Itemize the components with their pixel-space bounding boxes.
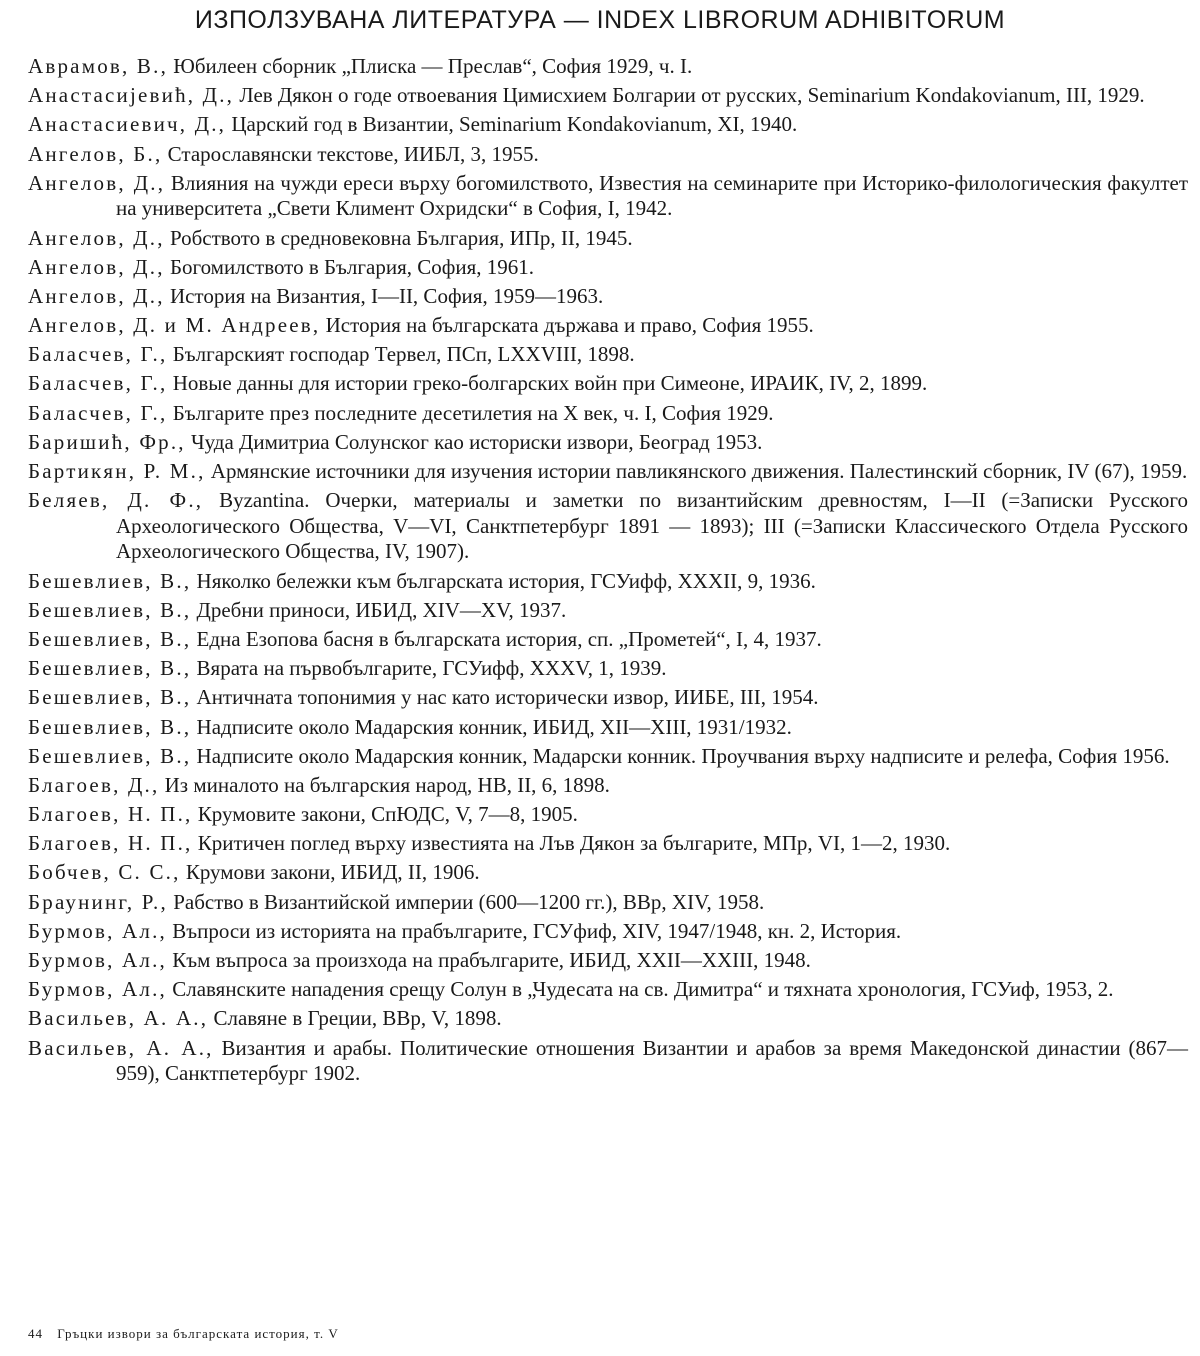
- entry-author: Бешевлиев, В.,: [28, 597, 192, 622]
- page-footer: [28, 1326, 339, 1342]
- bibliography-entry: [28, 171, 1188, 222]
- entry-author: Ангелов, Д. и М. Андреев,: [28, 313, 321, 338]
- page-title: ИЗПОЛЗУВАНА ЛИТЕРАТУРА — INDEX LIBRORUM ADHIBITORUM: [194, 6, 1006, 34]
- entry-author: Баласчев, Г.,: [28, 342, 168, 367]
- entry-author: Бешевлиев, В.,: [28, 656, 192, 681]
- bibliography-entry: [28, 142, 1188, 168]
- bibliography-entry: [28, 255, 1188, 281]
- entry-reference: Крумови закони, ИБИД, II, 1906.: [180, 860, 480, 885]
- entry-reference: Надписите около Мадарския конник, Мадарски конник. Проучвания върху надписите и релефа, София 1956.: [191, 743, 1170, 768]
- entry-reference: Византия и арабы. Политические отношения Византии и арабов за время Македонской династии (867—959), Санктпетербург 1902.: [116, 1035, 1188, 1086]
- entry-reference: Няколко бележки към българската история, ГСУифф, XXXII, 9, 1936.: [191, 568, 816, 593]
- entry-author: Бешевлиев, В.,: [28, 568, 192, 593]
- bibliography-entry: [28, 284, 1188, 310]
- bibliography-entry: [28, 948, 1188, 974]
- entry-author: Благоев, Н. П.,: [28, 802, 193, 827]
- page-number: 44: [28, 1326, 43, 1341]
- entry-reference: Славянските нападения срещу Солун в „Чудесата на св. Димитра“ и тяхната хронология, ГСУиф, 1953, 2.: [166, 977, 1114, 1002]
- entry-reference: Въпроси из историята на прабългарите, ГСУфиф, XIV, 1947/1948, кн. 2, История.: [166, 918, 902, 943]
- entry-author: Анастасијевић, Д.,: [28, 83, 235, 108]
- entry-author: Ангелов, Д.,: [28, 225, 165, 250]
- entry-reference: Критичен поглед върху известията на Лъв Дякон за българите, МПр, VI, 1—2, 1930.: [192, 831, 951, 856]
- entry-reference: Вярата на първобългарите, ГСУифф, XXXV, 1, 1939.: [191, 656, 667, 681]
- entry-reference: Една Езопова басня в българската история, сп. „Прометей“, I, 4, 1937.: [191, 626, 822, 651]
- bibliography-entry: [28, 598, 1188, 624]
- entry-reference: Българският господар Тервел, ПСп, LXXVIII, 1898.: [167, 342, 635, 367]
- entry-author: Ангелов, Б.,: [28, 141, 163, 166]
- entry-reference: История на българската държава и право, София 1955.: [320, 313, 814, 338]
- entry-author: Баласчев, Г.,: [28, 400, 168, 425]
- entry-author: Благоев, Д.,: [28, 772, 160, 797]
- entry-author: Ангелов, Д.,: [28, 170, 166, 195]
- entry-author: Бешевлиев, В.,: [28, 743, 192, 768]
- bibliography-entry: [28, 569, 1188, 595]
- entry-author: Бешевлиев, В.,: [28, 714, 192, 739]
- entry-reference: Царский год в Византии, Seminarium Kondakovianum, XI, 1940.: [226, 112, 798, 137]
- entry-reference: Чуда Димитриа Солунског као историски извори, Београд 1953.: [185, 429, 763, 454]
- entry-author: Баласчев, Г.,: [28, 371, 168, 396]
- bibliography-entry: [28, 313, 1188, 339]
- bibliography-entry: [28, 401, 1188, 427]
- bibliography-entry: [28, 54, 1188, 80]
- bibliography-entry: [28, 831, 1188, 857]
- entry-author: Бурмов, Ал.,: [28, 977, 167, 1002]
- entry-reference: Старославянски текстове, ИИБЛ, 3, 1955.: [162, 141, 539, 166]
- entry-author: Аврамов, В.,: [28, 54, 169, 78]
- entry-reference: Богомилството в България, София, 1961.: [164, 254, 534, 279]
- bibliography-entry: [28, 919, 1188, 945]
- bibliography-entry: [28, 685, 1188, 711]
- entry-reference: Крумовите закони, СпЮДС, V, 7—8, 1905.: [192, 802, 578, 827]
- bibliography-entry: [28, 977, 1188, 1003]
- entry-reference: Byzantina. Очерки, материалы и заметки по византийским древностям, I—II (=Записки Русского Археологического Общества, V—VI, Санктпетербург 1891 — 1893); III (=Записки Классического Отдела Русского Археологического Общества, IV, 1907).: [116, 488, 1188, 564]
- bibliography-entry: [28, 860, 1188, 886]
- bibliography-entry: [28, 627, 1188, 653]
- entry-reference: Античната топонимия у нас като исторически извор, ИИБЕ, III, 1954.: [191, 685, 819, 710]
- bibliography-entry: [28, 656, 1188, 682]
- entry-reference: Новые данны для истории греко-болгарских войн при Симеоне, ИРАИК, IV, 2, 1899.: [167, 371, 928, 396]
- footer-text: Гръцки извори за българската история, т. V: [57, 1326, 339, 1341]
- entry-author: Ангелов, Д.,: [28, 283, 165, 308]
- entry-author: Бартикян, Р. М.,: [28, 459, 206, 484]
- bibliography-entry: [28, 488, 1188, 565]
- entry-reference: Българите през последните десетилетия на X век, ч. I, София 1929.: [167, 400, 774, 425]
- bibliography-entry: [28, 890, 1188, 916]
- entry-reference: Юбилеен сборник „Плиска — Преслав“, София 1929, ч. I.: [168, 54, 693, 78]
- bibliography-entry: [28, 226, 1188, 252]
- bibliography-entry: [28, 715, 1188, 741]
- entry-reference: Надписите около Мадарския конник, ИБИД, XII—XIII, 1931/1932.: [191, 714, 792, 739]
- entry-author: Браунинг, Р.,: [28, 889, 168, 914]
- entry-reference: Рабство в Византийской империи (600—1200 гг.), ВВр, XIV, 1958.: [167, 889, 765, 914]
- entry-reference: Влияния на чужди ереси върху богомилството, Известия на семинарите при Историко-филологическия факултет на университета „Свети Климент Охридски“ в София, I, 1942.: [116, 170, 1188, 221]
- bibliography-entry: [28, 83, 1188, 109]
- entry-reference: Армянские источники для изучения истории павликянского движения. Палестинский сборник, IV (67), 1959.: [205, 459, 1188, 484]
- entry-author: Бобчев, С. С.,: [28, 860, 181, 885]
- bibliography-entry: [28, 430, 1188, 456]
- bibliography-entry: [28, 802, 1188, 828]
- entry-reference: Славяне в Греции, ВВр, V, 1898.: [208, 1006, 502, 1031]
- bibliography-entry: [28, 342, 1188, 368]
- entry-author: Благоев, Н. П.,: [28, 831, 193, 856]
- entry-reference: Лев Дякон о годе отвоевания Цимисхием Болгарии от русских, Seminarium Kondakovianum, III, 1929.: [234, 83, 1145, 108]
- entry-author: Васильев, А. А.,: [28, 1035, 214, 1060]
- bibliography-entry: [28, 744, 1188, 770]
- entry-author: Бурмов, Ал.,: [28, 918, 167, 943]
- entry-author: Беляев, Д. Ф.,: [28, 488, 204, 513]
- bibliography-entry: [28, 773, 1188, 799]
- entry-author: Ангелов, Д.,: [28, 254, 165, 279]
- bibliography-entry: [28, 1006, 1188, 1032]
- bibliography-entry: [28, 1036, 1188, 1087]
- entry-author: Бешевлиев, В.,: [28, 685, 192, 710]
- bibliography-list: [28, 54, 1188, 1090]
- entry-reference: Към въпроса за произхода на прабългарите, ИБИД, XXII—XXIII, 1948.: [166, 948, 811, 973]
- entry-reference: История на Византия, I—II, София, 1959—1963.: [164, 283, 604, 308]
- entry-author: Бурмов, Ал.,: [28, 948, 167, 973]
- entry-author: Баришић, Фр.,: [28, 429, 186, 454]
- entry-reference: Дребни приноси, ИБИД, XIV—XV, 1937.: [191, 597, 567, 622]
- entry-author: Васильев, А. А.,: [28, 1006, 209, 1031]
- bibliography-entry: [28, 112, 1188, 138]
- entry-reference: Робството в средновековна България, ИПр, II, 1945.: [164, 225, 633, 250]
- bibliography-entry: [28, 371, 1188, 397]
- entry-author: Анастасиевич, Д.,: [28, 112, 227, 137]
- bibliography-entry: [28, 459, 1188, 485]
- entry-reference: Из миналото на българския народ, НВ, II, 6, 1898.: [159, 772, 610, 797]
- entry-author: Бешевлиев, В.,: [28, 626, 192, 651]
